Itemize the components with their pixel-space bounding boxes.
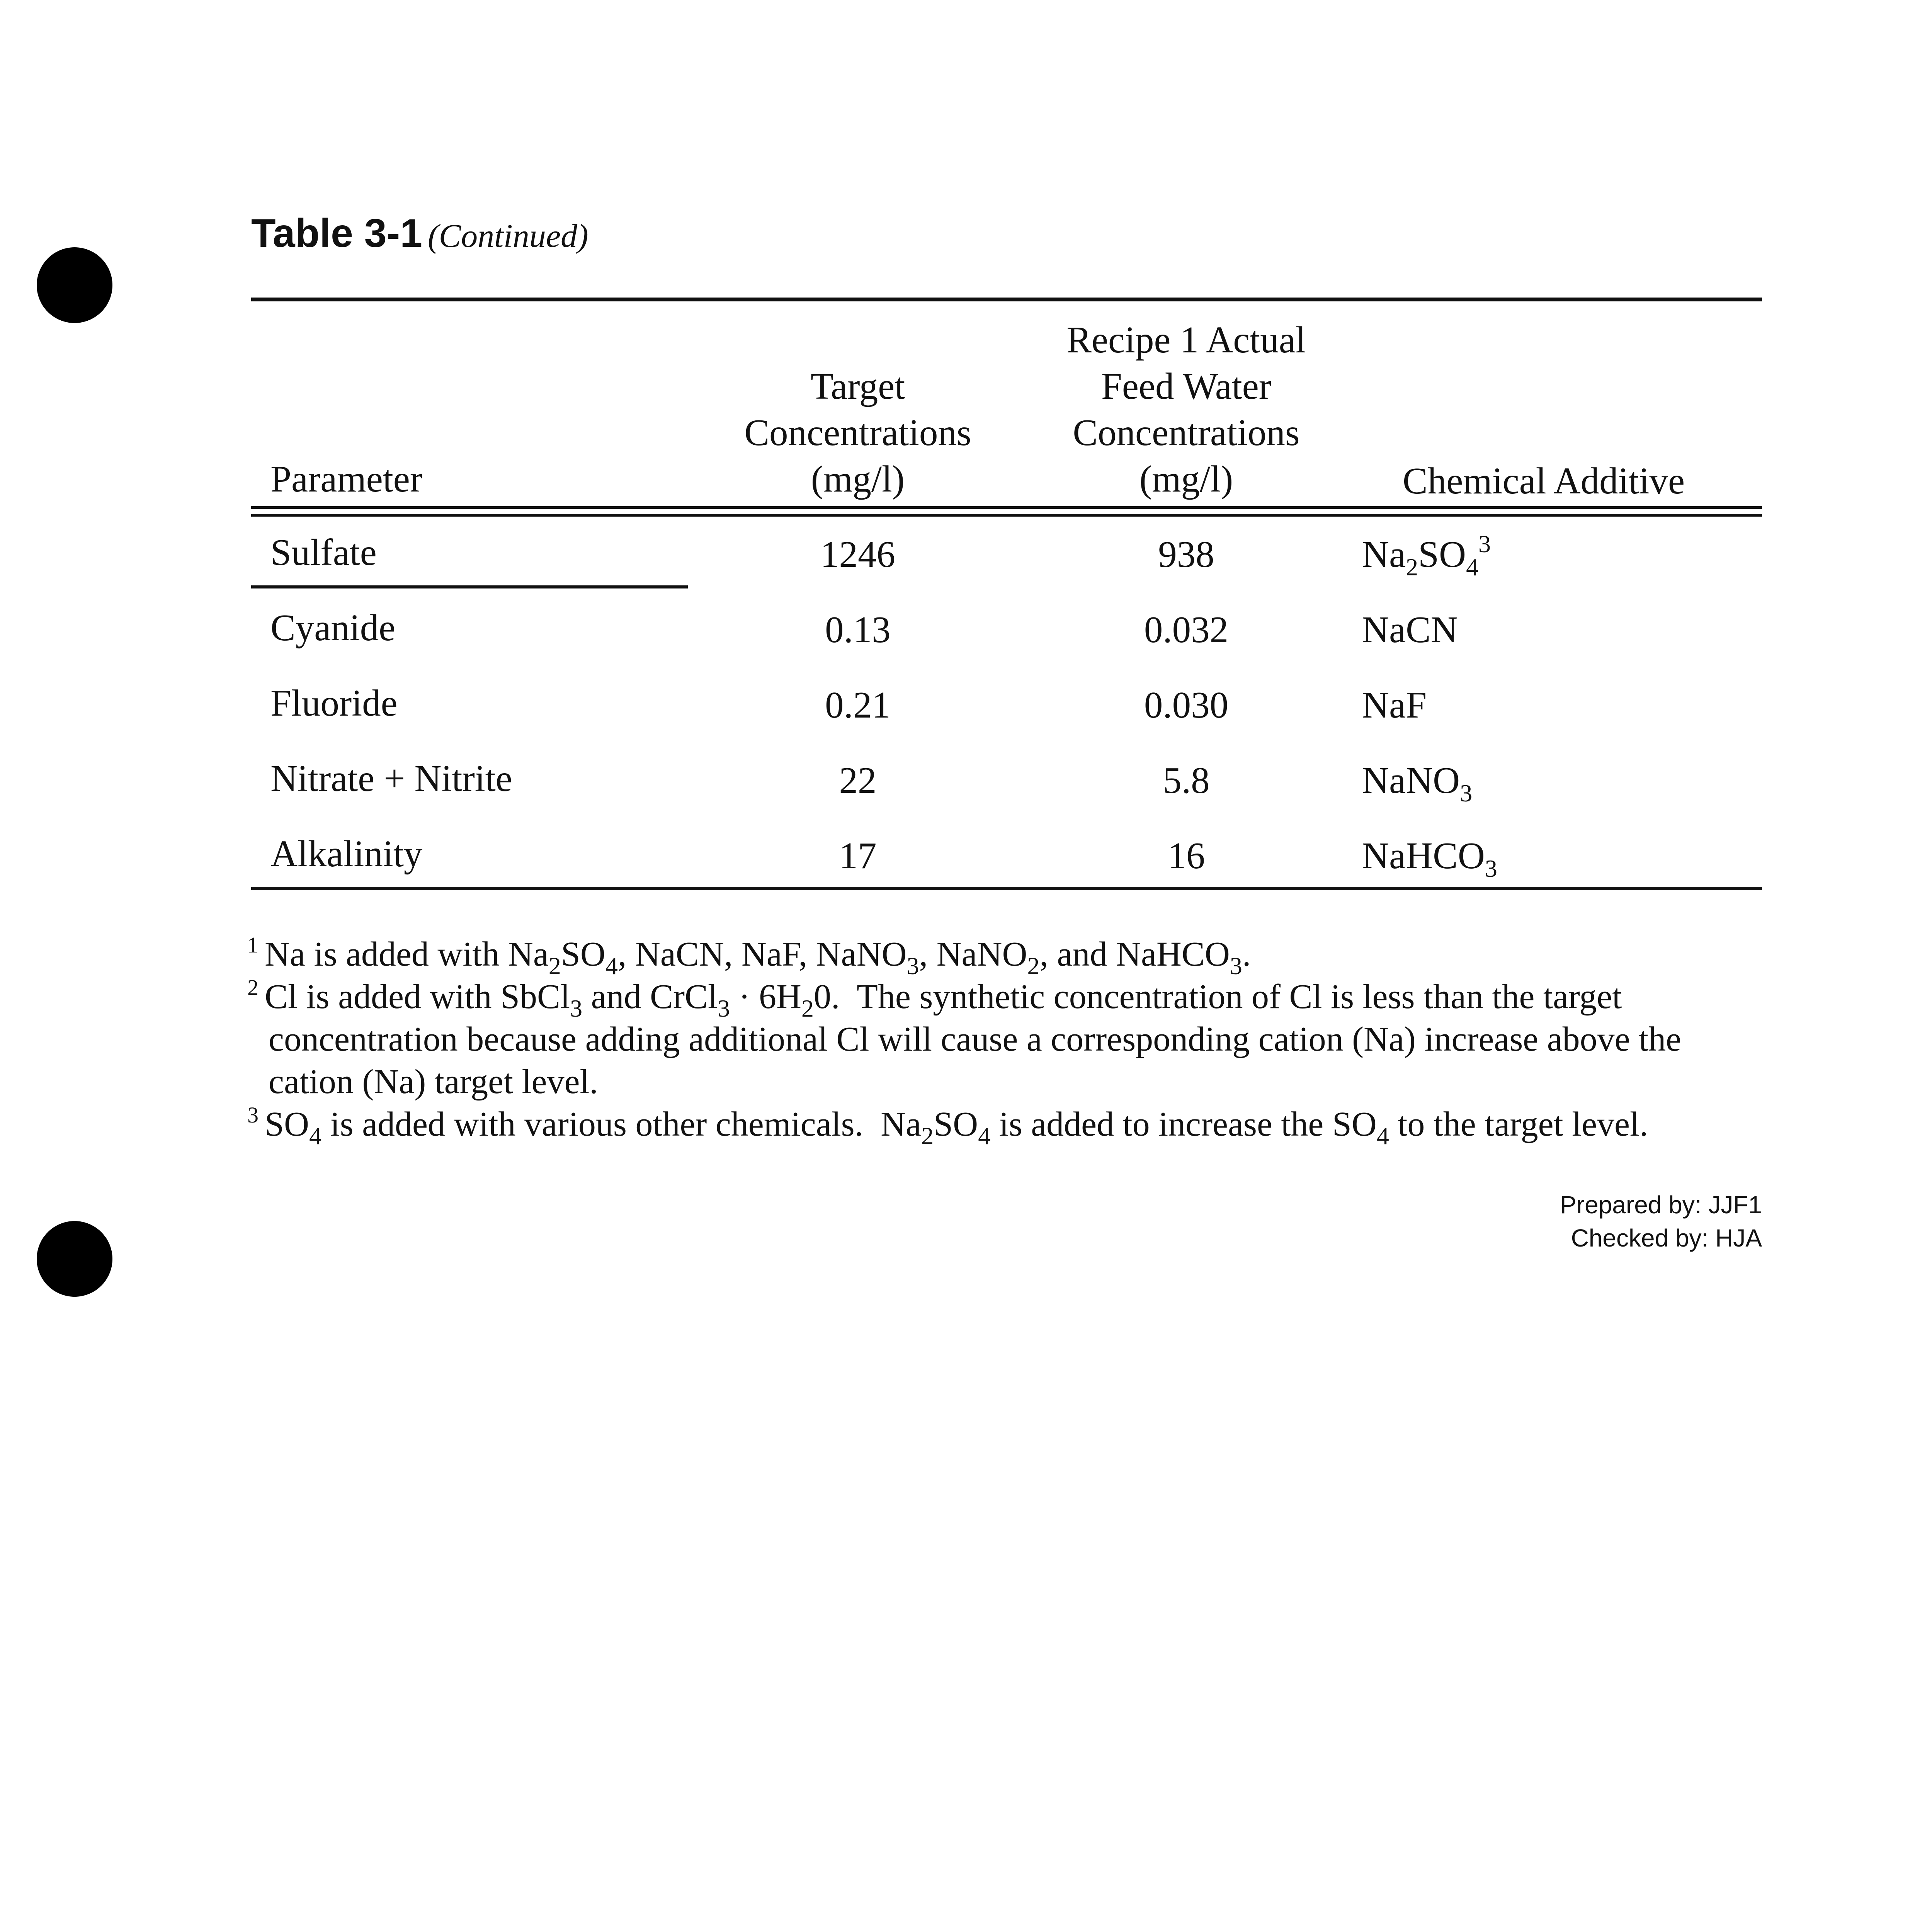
- header-additive: Chemical Additive: [1403, 460, 1685, 502]
- header-double-rule-a: [251, 506, 1762, 509]
- row-additive: NaNO$_3$: [1362, 760, 1473, 807]
- checked-by: Checked by: HJA: [1571, 1224, 1762, 1252]
- header-actual-line-4: (mg/l): [1139, 458, 1233, 500]
- row-parameter: Fluoride: [270, 682, 398, 724]
- footnote-2: $^2$ Cl is added with SbCl$_3$ and CrCl$_3$ · $6H_20$. The synthetic concentration of Cl is less than the target concentration because adding additional Cl will cause a corresponding cation (Na) increase above the cation (Na) target level.: [247, 975, 1682, 1101]
- header-target: [699, 363, 1016, 502]
- punch-hole-middle: [37, 1221, 112, 1297]
- row-parameter: Sulfate: [270, 532, 377, 573]
- header-actual: [1028, 317, 1345, 502]
- row-target: 1246: [820, 534, 895, 575]
- row-target: 0.21: [825, 684, 891, 726]
- table-title: [251, 211, 588, 257]
- footnote-1: $^1$ Na is added with $Na_2SO_4$, NaCN, NaF, NaNO$_3$, NaNO$_2$, and NaHCO$_3$.: [247, 932, 1251, 980]
- row-parameter: Alkalinity: [270, 833, 423, 874]
- header-actual-line-2: Feed Water: [1101, 366, 1272, 407]
- header-target-line-2: Concentrations: [744, 412, 971, 453]
- table-number: Table 3-1: [251, 211, 423, 256]
- row-actual: 5.8: [1163, 760, 1210, 801]
- row-parameter: Nitrate + Nitrite: [270, 758, 512, 799]
- row-additive: NaF: [1362, 684, 1427, 726]
- row-additive: NaHCO$_3$: [1362, 835, 1497, 882]
- header-actual-line-3: Concentrations: [1073, 412, 1300, 453]
- row-actual: 0.030: [1144, 684, 1229, 726]
- row-target: 17: [839, 835, 877, 876]
- signoff-block: [1560, 1188, 1762, 1255]
- row-actual: 16: [1167, 835, 1205, 876]
- row-actual: 938: [1158, 534, 1214, 575]
- row-additive: NaCN: [1362, 609, 1458, 650]
- table-continued-label: (Continued): [428, 217, 588, 254]
- header-double-rule-b: [251, 514, 1762, 517]
- row-actual: 0.032: [1144, 609, 1229, 650]
- prepared-by: Prepared by: JJF1: [1560, 1191, 1762, 1219]
- table-bottom-rule: [251, 887, 1762, 890]
- punch-hole-top: [37, 247, 112, 323]
- table-top-rule: [251, 298, 1762, 301]
- header-target-line-3: (mg/l): [811, 458, 905, 500]
- sulfate-underline: [251, 585, 688, 588]
- row-parameter: Cyanide: [270, 607, 396, 648]
- footnote-3: $^3$ $SO_4$ is added with various other chemicals. $Na_2SO_4$ is added to increase the $SO_4$ to the target level.: [247, 1102, 1648, 1150]
- header-actual-line-1: Recipe 1 Actual: [1066, 319, 1306, 361]
- row-target: 22: [839, 760, 877, 801]
- header-parameter: Parameter: [270, 458, 423, 500]
- row-additive: $Na_2SO_4^3$: [1362, 530, 1491, 581]
- header-target-line-1: Target: [810, 366, 905, 407]
- row-target: 0.13: [825, 609, 891, 650]
